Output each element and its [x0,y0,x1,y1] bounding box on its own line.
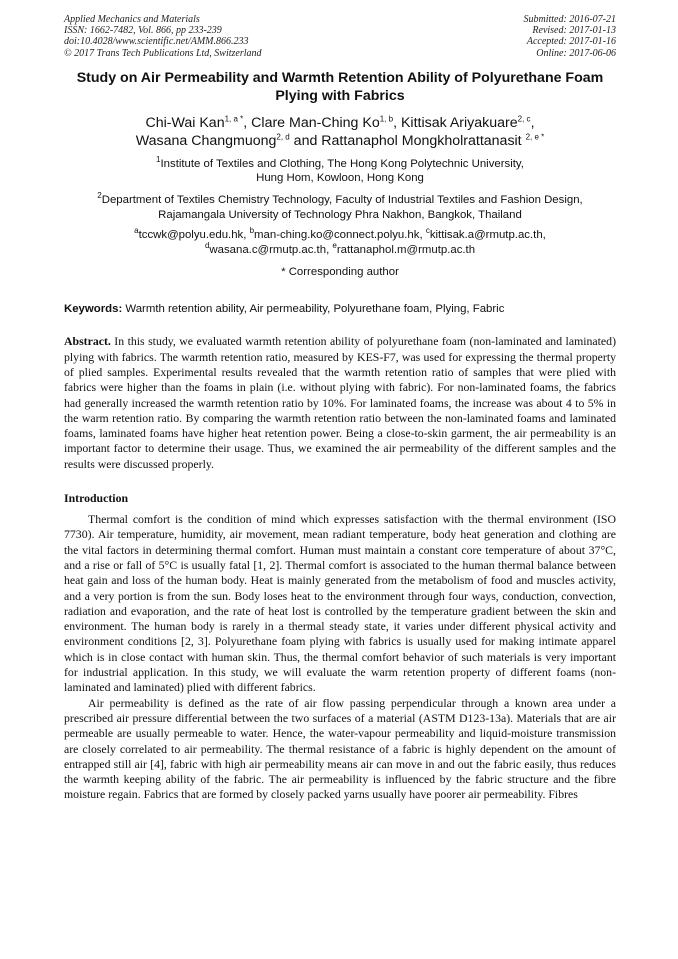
affiliation-2: $^2$Department of Textiles Chemistry Technology, Faculty of Industrial Textiles and Fashion Design, Rajamangala University of Technology Phra Nakhon, Bangkok, Thailand [97,191,583,221]
abstract [64,334,616,472]
author-list: Chi-Wai Kan$^{1, a *}$, Clare Man-Ching Ko$^{1, b}$, Kittisak Ariyakuare$^{2, c}$, Wasana Changmuong$^{2, d}$ and Rattanaphol Mongkholrattanasit $^{2, e *}$ [135,114,545,149]
corresponding-author: * Corresponding author [281,266,399,279]
date-submitted: Submitted: 2016-07-21 [523,14,616,25]
paper-page [64,14,616,803]
author-name: Rattanaphol Mongkholrattanasit [321,132,526,149]
section-heading-introduction: Introduction [64,491,129,506]
author-sup: 2, e * [525,132,545,142]
journal-info [64,14,262,59]
body-paragraph: Thermal comfort is the condition of mind which expresses satisfaction with the thermal environment (ISO 7730). Air temperature, humidity, air movement, mean radiant temperature, body heat generation and clothing are the vital factors in determining thermal comfort. Human must maintain a constant core temperature of about 37°C, and a rise or fall of 5°C is usually fatal [1, 2]. Thermal comfort is associated to the human thermal balance between heat gain and loss of the human body. Heat is mainly generated from the metabolism of food and muscles activity, and a very portion is from the sun. Body loses heat to the environment through four ways, conduction, convection, radiation and evaporation, and the rate of heat lost is controlled by the temperature gradient between the skin and environment. The human body is rarely in a thermal steady state, it varies under different physical activity and environment conditions [2, 3]. Polyurethane foam plying with fabrics is usually used for making intimate apparel which is in close contact with human skin. Thus, the thermal comfort behavior of such materials is very important for industrial application. In this study, we will evaluate the warm retention property of different foams (non-laminated and laminated) plied with different fabrics. [64,512,616,695]
journal-doi: doi:10.4028/www.scientific.net/AMM.866.233 [64,36,249,48]
dates-info [524,14,617,59]
email-link[interactable]: rattanaphol.m@rmutp.ac.th [336,243,476,256]
email-link[interactable]: kittisak.a@rmutp.ac.th [429,229,543,242]
keywords-label: Keywords: [64,303,123,316]
abstract-label: Abstract. [64,334,111,349]
author-sup: 1, b [379,114,394,124]
author-sup: 2, d [276,132,290,142]
date-accepted: Accepted: 2017-01-16 [526,36,616,48]
author-sup: 1, a * [224,114,244,124]
author-name: Kittisak Ariyakuare [400,114,518,131]
email-link[interactable]: wasana.c@rmutp.ac.th [209,243,327,256]
author-name: Clare Man-Ching Ko [251,114,380,131]
journal-copyright: © 2017 Trans Tech Publications Ltd, Switzerland [64,47,262,59]
journal-name: Applied Mechanics and Materials [64,14,200,25]
author-name: Wasana Changmuong [135,132,277,149]
journal-issn: ISSN: 1662-7482, Vol. 866, pp 233-239 [64,25,222,37]
date-online: Online: 2017-06-06 [536,47,616,59]
abstract-text: In this study, we evaluated warmth retention ability of polyurethane foam (non-laminated and laminated) plying with fabrics. The warmth retention ratio, measured by KES-F7, was used for expressing the thermal property of plied samples. Experimental results revealed that the warmth retention ratio of samples that were plied with fabrics were higher than the foams in plain (i.e. without plying with fabric). For non-laminated foams, the fabrics had generally increased the warmth retention ratio by 10%. For laminated foams, the increase was about 4 to 5% in the warm retention ratio. By comparing the warmth retention ratio between the non-laminated foams and laminated foams, laminated foams have higher heat retention power. Being a close-to-skin garment, the air permeability is an important factor to determine their usage. Thus, we examined the air permeability of the different samples and the results were discussed properly. [64,334,616,471]
author-sup: 2, c [517,114,531,124]
author-emails: $^a$tccwk@polyu.edu.hk, $^b$man-ching.ko@connect.polyu.hk, $^c$kittisak.a@rmutp.ac.th, $^d$wasana.c@rmutp.ac.th, $^e$rattanaphol.m@rmutp.ac.th [134,226,546,256]
keywords [64,303,616,315]
journal-header [64,14,616,59]
email-link[interactable]: man-ching.ko@connect.polyu.hk [254,229,420,242]
paper-title: Study on Air Permeability and Warmth Retention Ability of Polyurethane Foam Plying with Fabrics [76,69,604,104]
affiliation-1: $^1$Institute of Textiles and Clothing, The Hong Kong Polytechnic University, Hung Hom, Kowloon, Hong Kong [156,155,524,185]
author-name: Chi-Wai Kan [145,114,225,131]
email-link[interactable]: tccwk@polyu.edu.hk [138,229,244,242]
body-paragraph: Air permeability is defined as the rate of air flow passing perpendicular through a known area under a prescribed air pressure differential between the two surfaces of a material (ASTM D123-13a). Materials that are air permeable are usually permeable to water. Hence, the water-vapour permeability and liquid-moisture transmission are closely correlated to air permeability. The thermal resistance of a fabric is highly dependent on the amount of entrapped still air [4], fabric with high air permeability means air can move in and out the fabric easily, thus reduces the warmth keeping ability of the fabric. The air permeability is influenced by the fabric structure and the fibre moisture regain. Fabrics that are formed by closely packed yarns usually have poorer air permeability. Fibres [64,695,616,802]
keywords-text: Warmth retention ability, Air permeability, Polyurethane foam, Plying, Fabric [122,303,505,316]
date-revised: Revised: 2017-01-13 [532,25,616,37]
